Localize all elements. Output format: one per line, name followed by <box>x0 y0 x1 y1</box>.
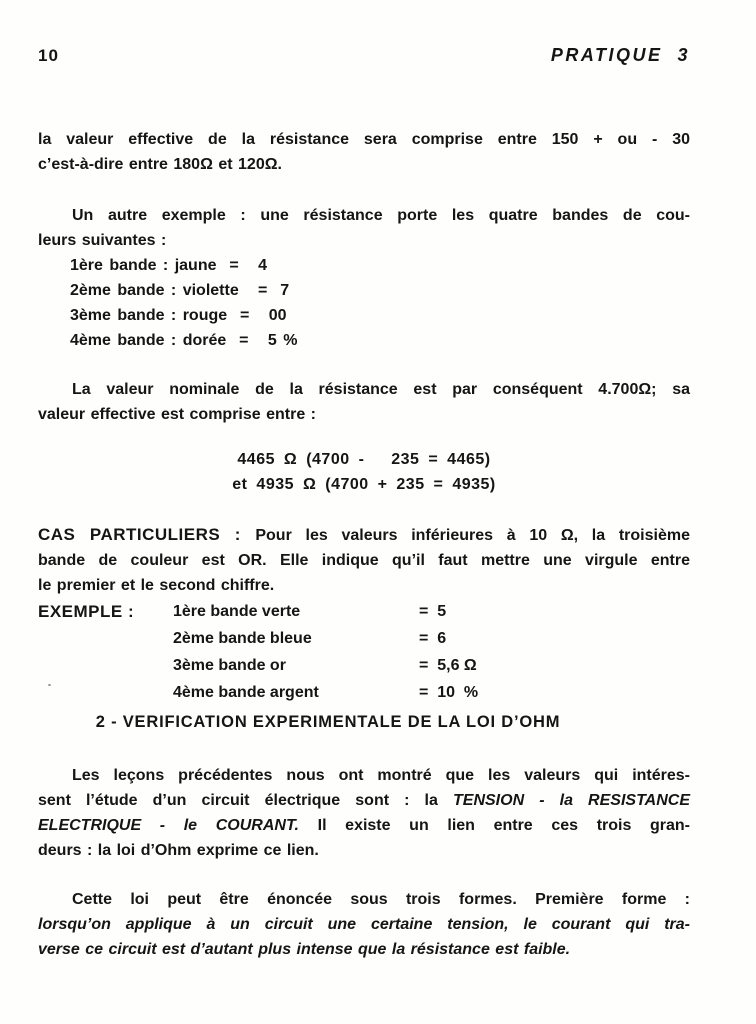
example-row <box>38 679 690 706</box>
example-label: EXEMPLE : <box>38 602 135 621</box>
resistance-range-equations <box>38 447 690 497</box>
text-segment: sent l’étude d’un circuit électrique sont : la <box>38 792 453 809</box>
color-band-item: 3ème bande : rouge = 00 <box>70 307 287 324</box>
text-segment-italic: ELECTRIQUE - le COURANT. <box>38 817 299 834</box>
special-cases-paragraph <box>38 522 690 598</box>
text-line: valeur effective est comprise entre : <box>38 406 317 423</box>
color-band-item: 2ème bande : violette = 7 <box>70 282 290 299</box>
scan-artifact-dot <box>48 684 51 686</box>
paragraph-first-form <box>38 887 690 962</box>
band-name: 1ère bande verte <box>173 603 301 620</box>
color-band-list <box>38 253 690 353</box>
example-label-spacer <box>38 652 173 679</box>
text-line: Les leçons précédentes nous ont montré que les valeurs qui intéres- <box>72 767 690 784</box>
text-line <box>38 522 690 548</box>
example-label-spacer <box>38 625 173 652</box>
special-cases-label: CAS PARTICULIERS : <box>38 525 256 544</box>
page-number: 10 <box>38 46 59 65</box>
band-value: = 5 <box>419 603 447 620</box>
paragraph-other-example <box>38 203 690 253</box>
color-band-item: 4ème bande : dorée = 5 % <box>70 332 298 349</box>
band-name: 3ème bande or <box>173 657 286 674</box>
text-line-italic: verse ce circuit est d’autant plus intense que la résistance est faible. <box>38 941 571 958</box>
example-row <box>38 625 690 652</box>
color-band-item: 1ère bande : jaune = 4 <box>70 257 267 274</box>
text-line: Un autre exemple : une résistance porte les quatre bandes de cou- <box>72 207 690 224</box>
paragraph-resistance-range <box>38 127 690 177</box>
example-label-spacer <box>38 679 173 706</box>
text-line: Cette loi peut être énoncée sous trois formes. Première forme : <box>72 891 690 908</box>
paragraph-nominal-value <box>38 377 690 427</box>
text-segment-italic: TENSION - la RESISTANCE <box>453 792 690 809</box>
text-line: deurs : la loi d’Ohm exprime ce lien. <box>38 842 319 859</box>
band-value: = 6 <box>419 630 447 647</box>
example-row <box>38 598 690 625</box>
text-line: leurs suivantes : <box>38 232 167 249</box>
example-row <box>38 652 690 679</box>
text-line <box>38 788 690 813</box>
text-line: bande de couleur est OR. Elle indique qu’il faut mettre une virgule entre <box>38 552 690 569</box>
text-line: le premier et le second chiffre. <box>38 577 275 594</box>
text-line: La valeur nominale de la résistance est par conséquent 4.700Ω; sa <box>72 381 690 398</box>
running-title: PRATIQUE 3 <box>550 45 690 65</box>
equation-line: et 4935 Ω (4700 + 235 = 4935) <box>232 476 496 493</box>
section-heading: 2 - VERIFICATION EXPERIMENTALE DE LA LOI D’OHM <box>95 713 561 731</box>
band-name: 2ème bande bleue <box>173 630 312 647</box>
paragraph-ohm-intro <box>38 763 690 863</box>
page-header <box>38 0 690 65</box>
equation-line: 4465 Ω (4700 - 235 = 4465) <box>237 451 491 468</box>
example-table <box>38 598 690 706</box>
text-line: c’est-à-dire entre 180Ω et 120Ω. <box>38 156 282 173</box>
text-line-italic: lorsqu’on applique à un circuit une certaine tension, le courant qui tra- <box>38 916 690 933</box>
band-value: = 10 % <box>419 684 479 701</box>
text-line <box>38 813 690 838</box>
text-segment: Il existe un lien entre ces trois gran- <box>298 817 691 834</box>
text-line: la valeur effective de la résistance sera comprise entre 150 + ou - 30 <box>38 131 690 148</box>
band-value: = 5,6 Ω <box>419 657 477 674</box>
band-name: 4ème bande argent <box>173 684 319 701</box>
text-segment: Pour les valeurs inférieures à 10 Ω, la troisième <box>255 527 690 544</box>
